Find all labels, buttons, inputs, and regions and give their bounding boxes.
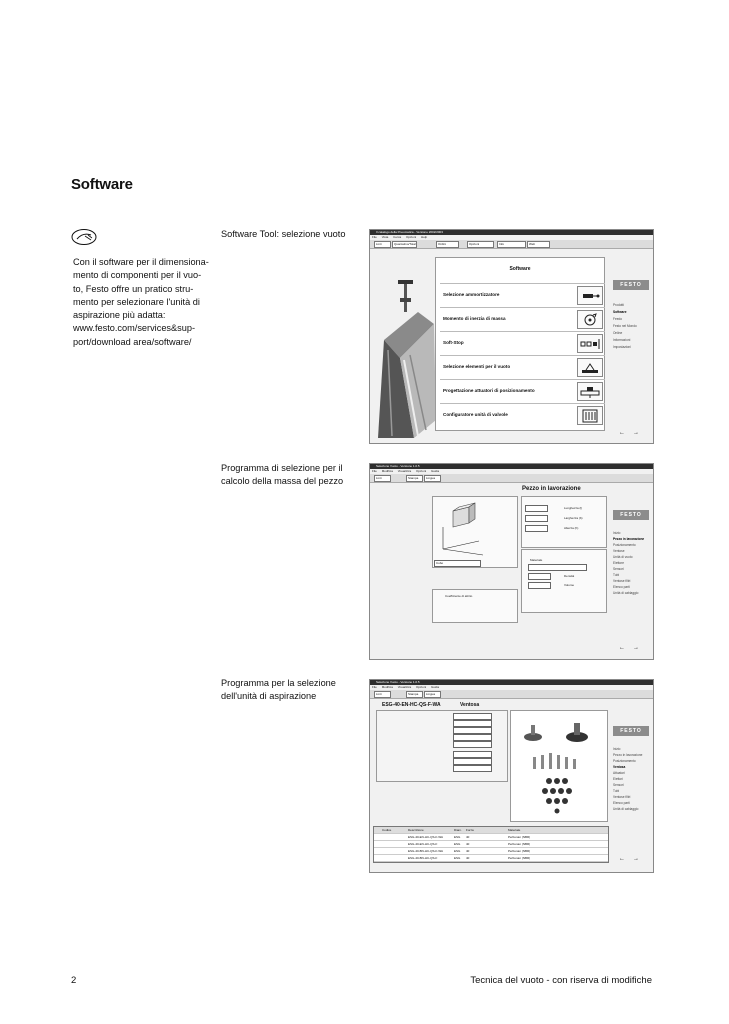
length-field[interactable] (525, 505, 548, 512)
nav-arrows (611, 645, 639, 651)
table-row[interactable] (374, 841, 608, 848)
cell: ESG-40-BN-HC-QS-F (408, 856, 438, 860)
menu-options[interactable]: Opzioni (406, 235, 417, 239)
length-label: Lunghezza (l) (564, 506, 583, 510)
nav-item[interactable]: Eiettori (613, 777, 623, 781)
software-row-positioning[interactable] (440, 379, 605, 402)
col-header: Forza (466, 828, 474, 832)
back-arrow-icon[interactable]: ← (619, 856, 625, 862)
window-title-bar: Selezione Vuoto - Versione 1.0.5 (370, 680, 653, 685)
nav-item[interactable]: Ventose (613, 549, 625, 553)
toolbar-field[interactable]: Lingua (424, 475, 441, 482)
volume-label: Volume (564, 583, 575, 587)
cell: ESG (454, 856, 461, 860)
height-label: Altezza (h) (564, 526, 579, 530)
nav-arrows (611, 856, 639, 862)
width-label: Larghezza (b) (564, 516, 583, 520)
software-heading: Software (509, 266, 531, 272)
softstop-icon (577, 334, 603, 353)
menu-edit[interactable]: Modifica (381, 685, 393, 689)
window-title-bar: Selezione Vuoto - Versione 1.0.5 (370, 464, 653, 469)
menu-help[interactable]: Guida (431, 469, 440, 473)
cell: Perbunan (NBR) (508, 835, 531, 839)
col-header: Materiale (508, 828, 521, 832)
side-nav (613, 530, 651, 596)
valve-terminal-icon (577, 406, 603, 425)
toolbar-field[interactable]: Linti (374, 241, 391, 248)
page-number: 2 (71, 975, 77, 986)
window-title-bar: Il catalogo della Pneumatica - Versione 2002/2003 (370, 230, 653, 235)
software-panel (435, 257, 605, 431)
cell: Perbunan (NBR) (508, 856, 531, 860)
nav-item[interactable]: Prodotti (613, 303, 624, 307)
festo-logo: FESTO (613, 510, 649, 520)
row-label: Selezione ammortizzatore (443, 292, 500, 297)
intro-text: Con il software per il dimensiona- mento di componenti per il vuo- to, Festo offre un pratico stru- mento per selezionare l'unità di aspirazione più adatta: www.festo.com/services&sup- port/download area/software/ (73, 257, 209, 347)
side-nav (613, 302, 651, 351)
friction-label: Coefficiente di attrito (445, 594, 473, 598)
page-title: Software (71, 176, 133, 193)
menu-search[interactable]: Cerca (393, 235, 402, 239)
software-row-inertia[interactable] (440, 307, 605, 330)
height-field[interactable] (525, 525, 548, 532)
nav-item-selected[interactable]: Ventosa (613, 765, 626, 769)
toolbar-field[interactable]: Linti (374, 475, 391, 482)
toolbar-field[interactable]: Stampa (406, 475, 423, 482)
cube-diagram (433, 497, 513, 557)
forward-arrow-icon[interactable]: → (633, 430, 639, 436)
toolbar-field[interactable]: Ordini (436, 241, 459, 248)
nav-item[interactable]: Feedo (613, 317, 623, 321)
toolbar-field[interactable]: Info (497, 241, 526, 248)
nav-item[interactable]: Elenco parti (613, 585, 630, 589)
friction-panel (432, 589, 518, 623)
nav-item[interactable]: Sensori (613, 783, 624, 787)
cell: 40 (466, 842, 470, 846)
param-field[interactable] (453, 713, 492, 720)
cell: ESG-40-BN-HC-QS-F-WA (408, 849, 444, 853)
menu-help[interactable]: Guida (431, 685, 440, 689)
cell: ESG (454, 849, 461, 853)
nav-item-selected[interactable]: Software (613, 310, 627, 314)
material-label: Materiale (530, 558, 543, 562)
nav-item[interactable]: Elenco parti (613, 801, 630, 805)
table-row[interactable] (374, 855, 608, 862)
param-field[interactable] (453, 751, 492, 758)
vacuum-icon (577, 358, 603, 377)
nav-item[interactable]: Tubi (613, 573, 620, 577)
caption-software-tool: Software Tool: selezione vuoto (221, 229, 346, 239)
software-row-softstop[interactable] (440, 331, 605, 354)
side-nav (613, 746, 651, 812)
cell: ESG-40-EN-HC-QS-F (408, 842, 438, 846)
row-label: Configuratore unità di valvole (443, 412, 508, 417)
cell: 40 (466, 849, 470, 853)
toolbar-field[interactable]: Web (527, 241, 550, 248)
menu-file[interactable]: File (372, 235, 377, 239)
volume-field[interactable] (528, 582, 551, 589)
param-field[interactable] (453, 758, 492, 765)
density-label: Densità (564, 574, 575, 578)
nav-item[interactable]: Unità di cablaggio (613, 807, 639, 811)
positioning-icon (577, 382, 603, 401)
cell: ESG-40-EN-HC-QS-F-WA (408, 835, 444, 839)
material-select[interactable] (528, 564, 587, 571)
software-row-vacuum[interactable] (440, 355, 605, 378)
col-header: Codice (382, 828, 392, 832)
cell: 40 (466, 835, 470, 839)
nav-item[interactable]: Tubi (613, 789, 620, 793)
density-field[interactable] (528, 573, 551, 580)
row-label: Selezione elementi per il vuoto (443, 364, 511, 369)
cell: Perbunan (NBR) (508, 842, 531, 846)
table-row[interactable] (374, 834, 608, 841)
nav-item[interactable]: Inizio (613, 531, 621, 535)
menu-help[interactable]: Help (421, 235, 428, 239)
cell: 40 (466, 856, 470, 860)
nav-item[interactable]: Ventose filtri (613, 795, 631, 799)
col-header: Diam. (454, 828, 462, 832)
shape-panel (432, 496, 518, 568)
nav-item[interactable]: Inizio (613, 747, 621, 751)
cell: Perbunan (NBR) (508, 849, 531, 853)
nav-item[interactable]: Eiettore (613, 561, 624, 565)
menu-options[interactable]: Opzioni (416, 685, 427, 689)
suction-cup-picture (511, 711, 607, 821)
menu-view[interactable]: Visualizza (397, 469, 412, 473)
toolbar-field[interactable]: Linti (374, 691, 391, 698)
nav-item[interactable]: Sensori (613, 567, 624, 571)
nav-item[interactable]: Informazioni (613, 338, 631, 342)
row-label: Soft-Stop (443, 340, 464, 345)
screenshot-workpiece (369, 463, 654, 660)
toolbar-field[interactable]: Lingua (424, 691, 441, 698)
cylinder-photo (374, 280, 436, 438)
nav-item[interactable]: Attuatori (613, 771, 625, 775)
cell: ESG (454, 835, 461, 839)
software-row-valve-terminal[interactable] (440, 403, 605, 426)
param-field[interactable] (453, 765, 492, 772)
shape-select[interactable]: Cubo (434, 560, 481, 567)
nav-item[interactable]: Posizionamento (613, 759, 636, 763)
caption-suction-program: Programma per la selezione dell'unità di aspirazione (221, 678, 336, 702)
parameters-panel (376, 710, 508, 782)
menu-view[interactable]: Visualizza (397, 685, 412, 689)
material-panel (521, 549, 607, 613)
results-table (373, 826, 609, 863)
row-label: Progettazione attuatori di posizionamento (443, 388, 535, 393)
mouse-icon (71, 228, 97, 246)
cell: ESG (454, 842, 461, 846)
nav-item[interactable]: Festo nel Mondo (613, 324, 637, 328)
suction-cup-heading: Ventosa (460, 702, 480, 708)
suction-cup-images (510, 710, 608, 822)
nav-item[interactable]: Unità di cablaggio (613, 591, 639, 595)
toolbar-field[interactable]: Quantativo/Total (394, 242, 416, 246)
back-arrow-icon[interactable]: ← (619, 430, 625, 436)
nav-item[interactable]: Impostazioni (613, 345, 631, 349)
table-header (374, 827, 608, 834)
nav-item[interactable]: Unità di vuoto (613, 555, 633, 559)
nav-arrows (611, 430, 639, 436)
param-field[interactable] (453, 741, 492, 748)
width-field[interactable] (525, 515, 548, 522)
festo-logo: FESTO (613, 280, 649, 290)
suction-cup-code: ESG-40-EN-HC-QS-F-WA (382, 702, 441, 708)
menu-edit[interactable]: Modifica (381, 469, 393, 473)
nav-item[interactable]: Online (613, 331, 623, 335)
back-arrow-icon[interactable]: ← (619, 645, 625, 651)
menu-file[interactable]: File (372, 685, 377, 689)
workpiece-heading: Pezzo in lavorazione (522, 486, 581, 492)
screenshot-software-catalog (369, 229, 654, 444)
nav-item[interactable]: Ventose filtri (613, 579, 631, 583)
footer-text: Tecnica del vuoto - con riserva di modifiche (470, 975, 652, 986)
caption-mass-program: Programma di selezione per il calcolo della massa del pezzo (221, 463, 344, 487)
toolbar-field[interactable]: Stampa (406, 691, 423, 698)
param-field[interactable] (453, 720, 492, 727)
forward-arrow-icon[interactable]: → (633, 856, 639, 862)
forward-arrow-icon[interactable]: → (633, 645, 639, 651)
toolbar (370, 240, 653, 249)
shock-absorber-icon (577, 286, 603, 305)
menu-view[interactable]: Vista (381, 235, 389, 239)
table-row[interactable] (374, 848, 608, 855)
rotation-icon (577, 310, 603, 329)
festo-logo: FESTO (613, 726, 649, 736)
row-label: Momento di inerzia di massa (443, 316, 506, 321)
menu-file[interactable]: File (372, 469, 377, 473)
screenshot-suction-cup (369, 679, 654, 873)
software-row-shock-absorber[interactable] (440, 283, 605, 306)
toolbar-field[interactable]: Opzioni (467, 241, 494, 248)
param-field[interactable] (453, 727, 492, 734)
nav-item-selected[interactable]: Pezzo in lavorazione (613, 537, 645, 541)
nav-item[interactable]: Posizionamento (613, 543, 636, 547)
param-field[interactable] (453, 734, 492, 741)
menu-options[interactable]: Opzioni (416, 469, 427, 473)
nav-item[interactable]: Pezzo in lavorazione (613, 753, 643, 757)
dimensions-panel (521, 496, 607, 548)
toolbar (370, 474, 653, 483)
col-header: Descrizione (408, 828, 424, 832)
toolbar (370, 690, 653, 699)
